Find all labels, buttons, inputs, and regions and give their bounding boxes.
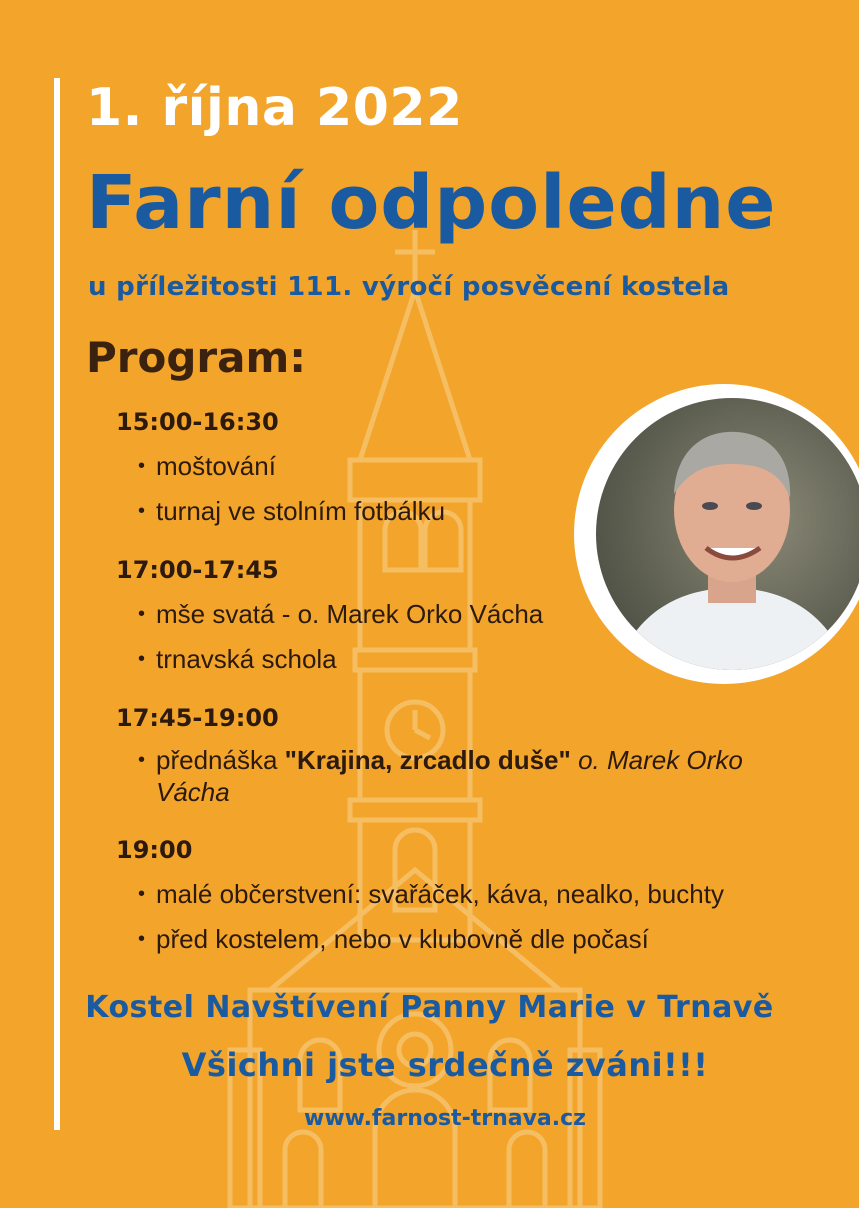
slot-time: 15:00-16:30 (116, 408, 279, 436)
website-link[interactable]: www.farnost-trnava.cz (304, 1106, 586, 1131)
item-text: mše svatá - o. Marek Orko Vácha (156, 599, 544, 629)
bullet-icon: • (138, 648, 146, 670)
program-heading: Program: (86, 333, 307, 382)
church-name: Kostel Navštívení Panny Marie v Trnavě (85, 990, 774, 1025)
slot-time: 17:00-17:45 (116, 556, 279, 584)
item-text: před kostelem, nebo v klubovně dle počasí (156, 924, 649, 954)
slot-time: 17:45-19:00 (116, 704, 279, 732)
item-text: trnavská schola (156, 644, 337, 674)
bullet-icon: • (138, 928, 146, 950)
event-title: Farní odpoledne (86, 160, 777, 246)
item-text: malé občerstvení: svařáček, káva, nealko, buchty (156, 879, 724, 909)
bullet-icon: • (138, 883, 146, 905)
portrait-illustration (596, 398, 859, 670)
vertical-divider (54, 78, 60, 1130)
lecture-title: "Krajina, zrcadlo duše" (284, 745, 571, 775)
list-item (116, 917, 796, 962)
lecture-speaker: o. Marek Orko Vácha (156, 745, 743, 807)
program-slot (116, 828, 796, 962)
item-text: moštování (156, 451, 276, 481)
event-date: 1. října 2022 (86, 78, 463, 138)
list-item (116, 740, 776, 814)
bullet-icon: • (138, 500, 146, 522)
list-item (116, 872, 796, 917)
bullet-icon: • (138, 455, 146, 477)
bullet-icon: • (138, 749, 146, 771)
event-subtitle: u příležitosti 111. výročí posvěcení kostela (88, 272, 730, 302)
item-text: turnaj ve stolním fotbálku (156, 496, 446, 526)
program-slot (116, 696, 796, 814)
invitation: Všichni jste srdečně zváni!!! (181, 1046, 709, 1084)
speaker-photo (596, 398, 859, 670)
lecture-prefix: přednáška (156, 745, 285, 775)
bullet-icon: • (138, 603, 146, 625)
slot-time: 19:00 (116, 836, 193, 864)
